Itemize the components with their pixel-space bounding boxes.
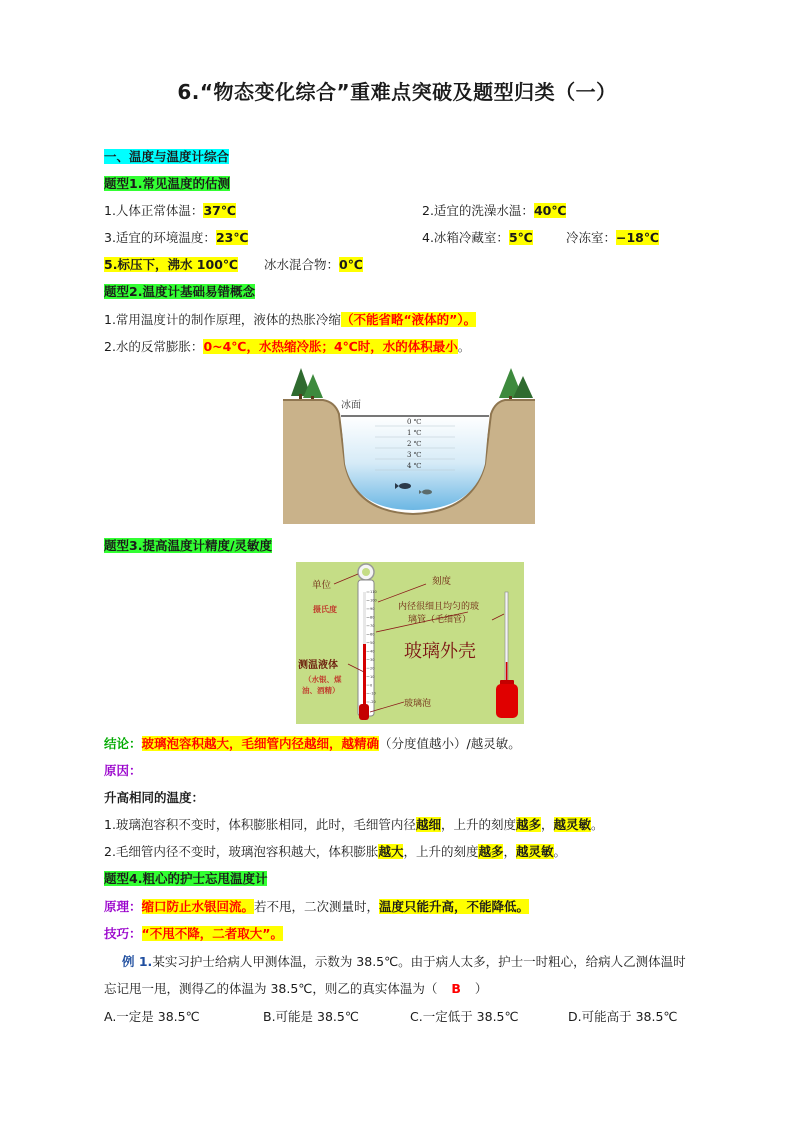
label-tube-2: 璃管（毛细管） bbox=[408, 615, 472, 625]
label-bulb: 玻璃泡 bbox=[404, 699, 432, 709]
example-text: 某实习护士给病人甲测体温，示数为 38.5℃。由于病人太多，护士一时粗心，给病人乙测体温时 bbox=[152, 954, 686, 969]
fact-freezer bbox=[566, 229, 659, 247]
reason-1 bbox=[104, 816, 604, 834]
type4-name: 粗心的护士忘甩温度计 bbox=[142, 871, 268, 886]
type3-heading bbox=[104, 537, 272, 555]
scale-tick-label: 60 bbox=[370, 632, 375, 637]
scale-tick-label: 70 bbox=[370, 624, 375, 629]
type2-heading bbox=[104, 283, 255, 301]
reason-text: 。 bbox=[553, 844, 567, 859]
type3-num: 3. bbox=[129, 538, 143, 553]
option-c: C.一定低于 38.5℃ bbox=[410, 1009, 519, 1024]
concept-text: 1.常用温度计的制作原理，液体的热胀冷缩 bbox=[104, 312, 341, 327]
label-scale: 刻度 bbox=[432, 576, 452, 587]
example-close: ） bbox=[474, 981, 488, 996]
principle bbox=[104, 898, 529, 916]
principle-hl-2: 温度只能升高，不能降低。 bbox=[379, 899, 530, 914]
label-liquid-sub-1: （水银、煤 bbox=[304, 675, 342, 684]
reason-hl: 越多 bbox=[515, 817, 541, 832]
type2-name: 温度计基础易错概念 bbox=[142, 284, 255, 299]
reason-text: ， bbox=[540, 817, 554, 832]
scale-tick-label: 80 bbox=[370, 615, 375, 620]
skill bbox=[104, 925, 283, 943]
type1-heading bbox=[104, 175, 230, 193]
reason-label-text: 原因： bbox=[104, 763, 142, 778]
principle-label: 原理： bbox=[104, 899, 142, 914]
scale-tick-label: 50 bbox=[370, 640, 375, 645]
fact-ice-water bbox=[264, 256, 363, 274]
concept-end: 。 bbox=[457, 339, 471, 354]
fact-value: 40℃ bbox=[533, 203, 567, 218]
conclusion-label: 结论： bbox=[104, 736, 142, 751]
scale-tick-label: 110 bbox=[370, 590, 377, 595]
scale-tick-label: 0 bbox=[370, 683, 373, 688]
label-liquid: 测温液体 bbox=[298, 660, 338, 671]
option-b: B.可能是 38.5℃ bbox=[263, 1009, 359, 1024]
principle-mid: 若不甩，二次测量时， bbox=[254, 899, 380, 914]
type4-heading bbox=[104, 870, 267, 888]
skill-hl: “不甩不降，二者取大”。 bbox=[141, 926, 283, 941]
concept-note: （不能省略“液体的”）。 bbox=[340, 312, 477, 327]
temp-layer-label: 2 ℃ bbox=[407, 440, 422, 448]
reason-hl: 越灵敏 bbox=[553, 817, 592, 832]
fact-label: 冰水混合物： bbox=[264, 257, 340, 272]
concept-1 bbox=[104, 311, 476, 329]
fact-value: 23℃ bbox=[215, 230, 249, 245]
type1-tag: 题型 bbox=[104, 176, 130, 191]
fact-boiling bbox=[104, 256, 238, 274]
temp-layer-label: 3 ℃ bbox=[407, 451, 422, 459]
scale-tick-label: 30 bbox=[370, 657, 375, 662]
reason-hl: 越细 bbox=[415, 817, 441, 832]
scale-tick-label: -10 bbox=[370, 691, 376, 696]
example-line-1 bbox=[122, 953, 686, 971]
temp-layer-label: 1 ℃ bbox=[407, 429, 422, 437]
fact-fridge bbox=[422, 229, 533, 247]
fact-label: 3.适宜的环境温度： bbox=[104, 230, 216, 245]
section-heading-text: 一、温度与温度计综合 bbox=[104, 149, 230, 164]
fact-value: 5.标压下，沸水 100℃ bbox=[104, 257, 239, 272]
ice-label: 冰面 bbox=[341, 400, 361, 411]
concept-2 bbox=[104, 338, 470, 356]
scale-tick-label: 100 bbox=[370, 598, 377, 603]
section-heading bbox=[104, 148, 229, 166]
thermometer-diagram bbox=[296, 562, 524, 724]
concept-text: 2.水的反常膨胀： bbox=[104, 339, 204, 354]
fact-body-temp bbox=[104, 202, 236, 220]
conclusion-highlight: 玻璃泡容积越大，毛细管内径越细，越精确 bbox=[141, 736, 380, 751]
fact-label: 1.人体正常体温： bbox=[104, 203, 204, 218]
example-answer: B bbox=[451, 981, 461, 996]
skill-label: 技巧： bbox=[104, 926, 142, 941]
page-title: 6.“物态变化综合”重难点突破及题型归类（一） bbox=[177, 80, 617, 104]
label-shell: 玻璃外壳 bbox=[404, 641, 476, 662]
tree-icon bbox=[291, 368, 323, 402]
type2-num: 2. bbox=[129, 284, 143, 299]
type1-num: 1. bbox=[129, 176, 143, 191]
fact-label: 2.适宜的洗澡水温： bbox=[422, 203, 534, 218]
type1-name: 常见温度的估测 bbox=[142, 176, 230, 191]
scale-tick-label: 10 bbox=[370, 674, 375, 679]
fact-value: 37℃ bbox=[203, 203, 236, 218]
fact-value: −18℃ bbox=[616, 230, 660, 245]
principle-hl-1: 缩口防止水银回流。 bbox=[141, 899, 255, 914]
reason-text: ，上升的刻度 bbox=[403, 844, 479, 859]
reason-text: 1.玻璃泡容积不变时，体积膨胀相同，此时，毛细管内径 bbox=[104, 817, 416, 832]
fact-label: 冷冻室： bbox=[566, 230, 617, 245]
example-text: 忘记甩一甩，测得乙的体温为 38.5℃，则乙的真实体温为（ bbox=[104, 981, 438, 996]
type3-tag: 题型 bbox=[104, 538, 130, 553]
scale-tick-label: 40 bbox=[370, 649, 375, 654]
concept-note: 0~4℃，水热缩冷胀；4℃时，水的体积最小 bbox=[203, 339, 458, 354]
reason-2 bbox=[104, 843, 566, 861]
label-tube-1: 内径很细且均匀的玻 bbox=[398, 602, 480, 612]
conclusion bbox=[104, 735, 521, 753]
label-liquid-sub-2: 油、酒精） bbox=[302, 686, 340, 695]
label-unit: 单位 bbox=[312, 580, 332, 591]
reason-text: ， bbox=[503, 844, 516, 859]
fact-value: 0℃ bbox=[339, 257, 363, 272]
example-label: 例 1. bbox=[122, 954, 153, 969]
reason-label bbox=[104, 762, 142, 780]
type4-tag: 题型 bbox=[104, 871, 130, 886]
type4-num: 4. bbox=[129, 871, 143, 886]
fact-label: 4.冰箱冷藏室： bbox=[422, 230, 509, 245]
scale-tick-label: 20 bbox=[370, 666, 375, 671]
temp-layer-label: 0 ℃ bbox=[407, 418, 422, 426]
type3-name: 提高温度计精度/灵敏度 bbox=[142, 538, 273, 553]
conclusion-rest: （分度值越小）/越灵敏。 bbox=[379, 736, 521, 751]
reason-text: ，上升的刻度 bbox=[440, 817, 516, 832]
scale-tick-label: 90 bbox=[370, 607, 375, 612]
same-temp-heading: 升高相同的温度： bbox=[104, 790, 205, 805]
lake-diagram bbox=[283, 364, 535, 524]
reason-text: 。 bbox=[591, 817, 604, 832]
example-line-2 bbox=[104, 980, 487, 998]
label-celsius: 摄氏度 bbox=[313, 605, 337, 614]
scale-tick-label: -20 bbox=[370, 700, 376, 705]
type2-tag: 题型 bbox=[104, 284, 130, 299]
temp-layer-label: 4 ℃ bbox=[407, 462, 422, 470]
option-a: A.一定是 38.5℃ bbox=[104, 1009, 200, 1024]
reason-hl: 越灵敏 bbox=[516, 844, 554, 859]
fact-value: 5℃ bbox=[508, 230, 533, 245]
reason-hl: 越多 bbox=[478, 844, 504, 859]
tree-icon bbox=[499, 368, 533, 404]
fact-env-temp bbox=[104, 229, 248, 247]
option-d: D.可能高于 38.5℃ bbox=[568, 1009, 678, 1024]
reason-text: 2.毛细管内径不变时，玻璃泡容积越大，体积膨胀 bbox=[104, 844, 379, 859]
fact-bath-temp bbox=[422, 202, 566, 220]
reason-hl: 越大 bbox=[378, 844, 404, 859]
